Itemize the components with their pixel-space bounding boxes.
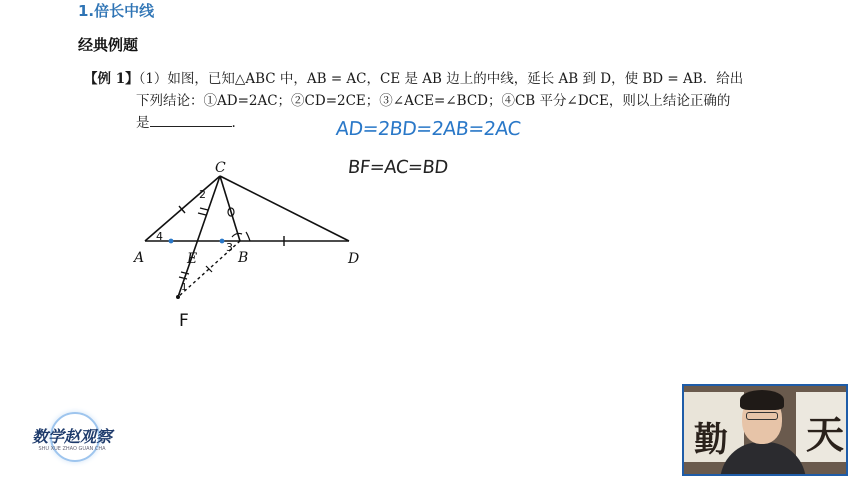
point-F-dot — [176, 295, 180, 299]
problem-line-1-text: （1）如图，已知△ABC 中，AB = AC，CE 是 AB 边上的中线，延长 AB 到 D，使 BD = AB．给出 — [138, 71, 744, 87]
midpoint-dot-2 — [220, 239, 225, 244]
tick-CE-1 — [200, 208, 208, 210]
label-angle-4: 4 — [156, 230, 163, 243]
label-C: C — [215, 160, 226, 176]
example-label: 【例 1】 — [84, 71, 139, 87]
label-angle-1: 1 — [181, 282, 188, 293]
tick-CE-2 — [198, 213, 206, 215]
logo-subtext: SHU XUE ZHAO GUAN CHA — [38, 446, 106, 452]
segment-CD — [220, 176, 349, 241]
brand-logo — [16, 412, 128, 464]
label-A: A — [134, 250, 145, 266]
problem-line-2: 下列结论：①AD=2AC；②CD=2CE；③∠ACE=∠BCD；④CB 平分∠DCE，则以上结论正确的 — [136, 93, 731, 109]
problem-line-3-pre: 是 — [136, 115, 150, 131]
midpoint-dot-1 — [169, 239, 174, 244]
section-title: 1.倍长中线 — [78, 2, 155, 20]
calligraphy-left-char: 勤 — [694, 420, 728, 460]
calligraphy-scroll-right — [796, 392, 848, 462]
label-angle-3: 3 — [226, 241, 233, 254]
handwriting-black: BF=AC=BD — [346, 157, 449, 178]
calligraphy-right-char: 天 — [806, 412, 845, 457]
handwriting-blue: AD=2BD=2AB=2AC — [334, 118, 522, 140]
sub-title: 经典例题 — [78, 36, 139, 54]
label-angle-2: 2 — [199, 188, 206, 201]
presenter-hair — [740, 390, 784, 410]
tick-EF-1 — [181, 272, 189, 274]
glasses-icon — [746, 412, 778, 420]
tick-EF-2 — [179, 277, 187, 279]
angle-arc-B — [232, 233, 242, 237]
label-E: E — [187, 251, 198, 267]
webcam-overlay — [682, 384, 848, 476]
label-D: D — [348, 251, 360, 267]
logo-text: 数学赵观察 — [31, 427, 112, 446]
label-F: F — [179, 311, 189, 331]
angle-arc-D — [246, 232, 250, 241]
label-B: B — [238, 250, 249, 266]
problem-line-3-post: . — [231, 115, 236, 131]
